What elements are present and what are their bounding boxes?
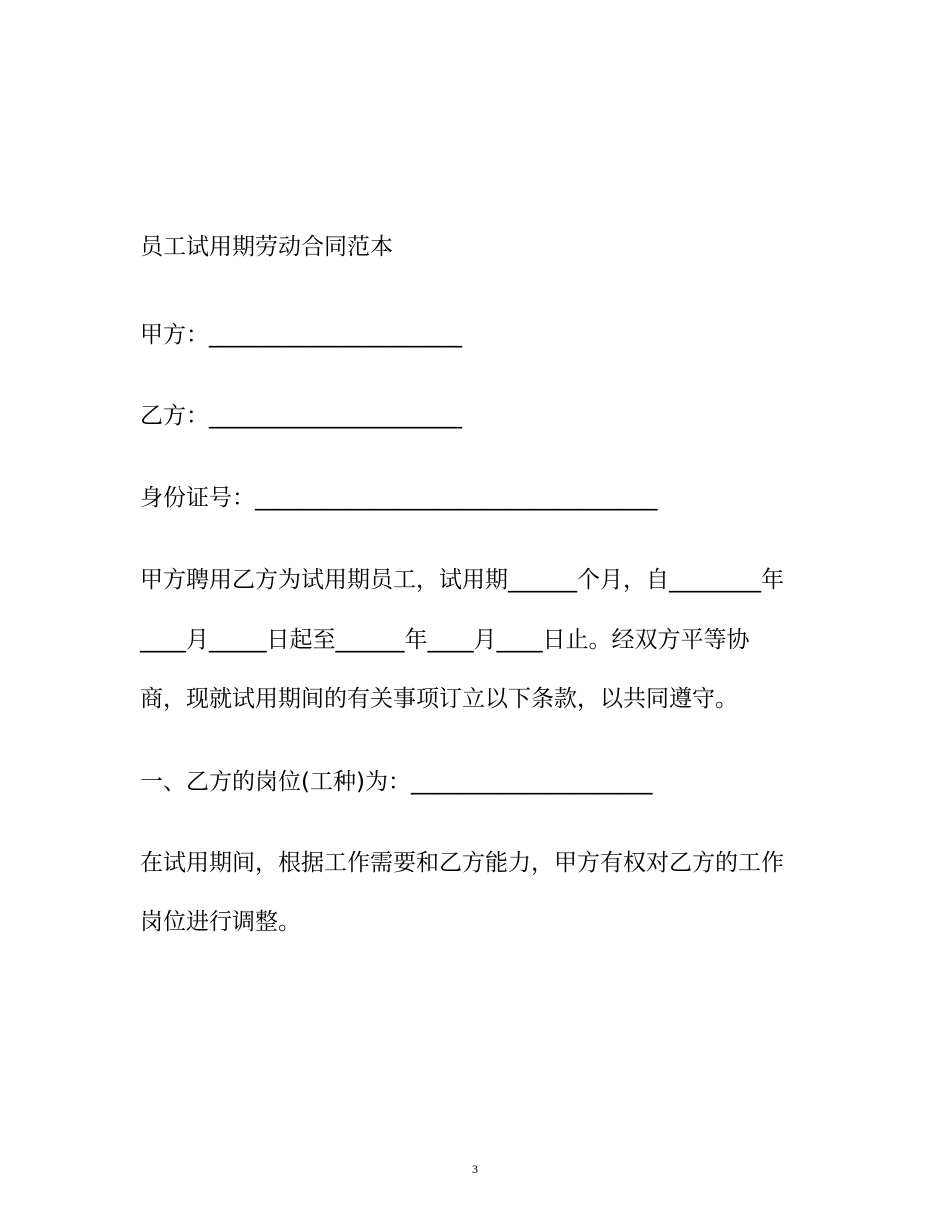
probation-paragraph-line-2: ____月_____日起至______年____月____日止。经双方平等协	[140, 627, 750, 653]
party-b-field: 乙方：______________________	[140, 403, 462, 429]
id-number-field: 身份证号：___________________________________	[140, 485, 658, 511]
adjustment-paragraph-line-1: 在试用期间，根据工作需要和乙方能力，甲方有权对乙方的工作	[140, 850, 784, 876]
probation-paragraph-line-3: 商，现就试用期间的有关事项订立以下条款，以共同遵守。	[140, 686, 738, 712]
adjustment-paragraph-line-2: 岗位进行调整。	[140, 909, 301, 935]
clause-1-position: 一、乙方的岗位(工种)为：_____________________	[140, 769, 653, 795]
page-number: 3	[472, 1162, 478, 1176]
document-title: 员工试用期劳动合同范本	[140, 234, 393, 260]
party-a-field: 甲方：______________________	[140, 322, 462, 348]
probation-paragraph-line-1: 甲方聘用乙方为试用期员工，试用期______个月，自________年	[140, 567, 784, 593]
